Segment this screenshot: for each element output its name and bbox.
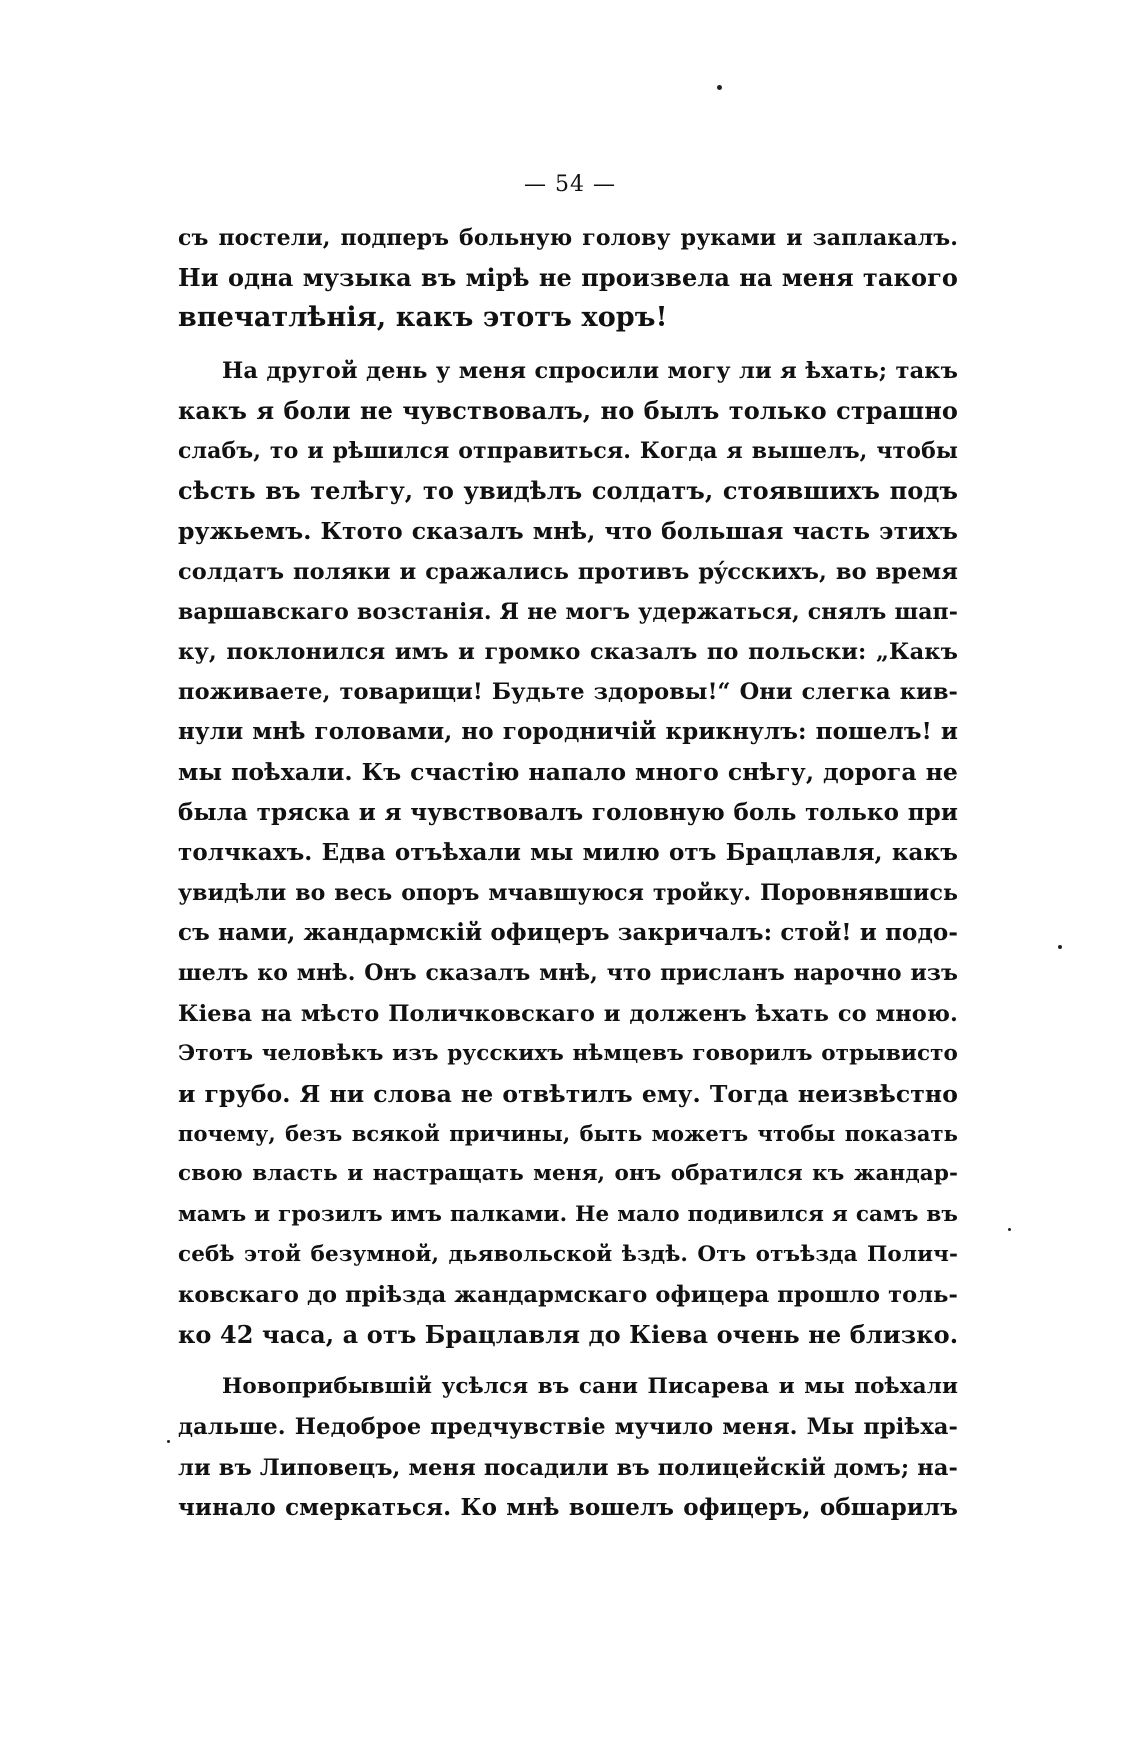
text-line: себѣ этой безумной, дьявольской ѣздѣ. Отъ отъѣзда Полич- [178,1241,958,1267]
text-line: мамъ и грозилъ имъ палками. Не мало подивился я самъ въ [178,1201,958,1227]
ink-speck [1058,945,1062,949]
text-line: съ нами, жандармскій офицеръ закричалъ: стой! и подо- [178,919,958,947]
text-line: чинало смеркаться. Ко мнѣ вошелъ офицеръ, обшарилъ [178,1493,958,1521]
text-line: свою власть и настращать меня, онъ обратился къ жандар- [178,1161,958,1187]
text-line: нули мнѣ головами, но городничій крикнулъ: пошелъ! и [178,718,958,746]
text-line: На другой день у меня спросили могу ли я ѣхать; такъ [222,357,958,384]
text-line: Этотъ человѣкъ изъ русскихъ нѣмцевъ говорилъ отрывисто [178,1040,958,1066]
body-text [178,218,958,1528]
text-line: поживаете, товарищи! Будьте здоровы!“ Они слегка кив- [178,679,958,706]
text-line: почему, безъ всякой причины, быть можетъ чтобы показать [178,1121,958,1147]
text-line: ковскаго до пріѣзда жандармскаго офицера прошло толь- [178,1281,958,1308]
paragraph [178,351,958,1356]
text-line: ружьемъ. Ктото сказалъ мнѣ, что большая часть этихъ [178,517,958,546]
text-line: увидѣли во весь опоръ мчавшуюся тройку. Поровнявшись [178,880,958,906]
text-line: Ни одна музыка въ мірѣ не произвела на меня такого [178,263,958,293]
text-line: шелъ ко мнѣ. Онъ сказалъ мнѣ, что присланъ нарочно изъ [178,960,958,987]
text-line: дальше. Недоброе предчувствіе мучило меня. Мы пріѣха- [178,1414,958,1441]
ink-speck [717,85,722,90]
text-line: слабъ, то и рѣшился отправиться. Когда я вышелъ, чтобы [178,437,958,464]
paragraph [178,1367,958,1528]
text-line: Кіева на мѣсто Поличковскаго и долженъ ѣхать со мною. [178,1000,958,1027]
text-line: съ постели, подперъ больную голову руками и заплакалъ. [178,225,958,251]
text-line: какъ я боли не чувствовалъ, но былъ только страшно [178,395,958,425]
text-line: толчкахъ. Едва отъѣхали мы милю отъ Брацлавля, какъ [178,838,958,866]
text-line: сѣсть въ телѣгу, то увидѣлъ солдатъ, стоявшихъ подъ [178,476,958,506]
paragraph [178,218,958,339]
text-line: ку, поклонился имъ и громко сказалъ по польски: „Какъ [178,638,958,665]
ink-speck [1008,1228,1011,1231]
text-line: ко 42 часа, а отъ Брацлавля до Кіева очень не близко. [178,1320,959,1350]
text-line: Новоприбывшій усѣлся въ сани Писарева и мы поѣхали [222,1374,958,1400]
text-line: и грубо. Я ни слова не отвѣтилъ ему. Тогда неизвѣстно [178,1079,958,1108]
text-line: впечатлѣнія, какъ этотъ хоръ! [178,302,668,334]
ink-speck [167,1440,170,1443]
text-line: была тряска и я чувствовалъ головную боль только при [178,798,958,826]
text-line: варшавскаго возстанія. Я не могъ удержаться, снялъ шап- [178,598,958,625]
text-line: солдатъ поляки и сражались противъ рýсскихъ, во время [178,558,958,585]
page-number: — 54 — [524,172,616,197]
text-line: ли въ Липовецъ, меня посадили въ полицейскій домъ; на- [178,1454,958,1481]
text-line: мы поѣхали. Къ счастію напало много снѣгу, дорога не [178,758,958,787]
